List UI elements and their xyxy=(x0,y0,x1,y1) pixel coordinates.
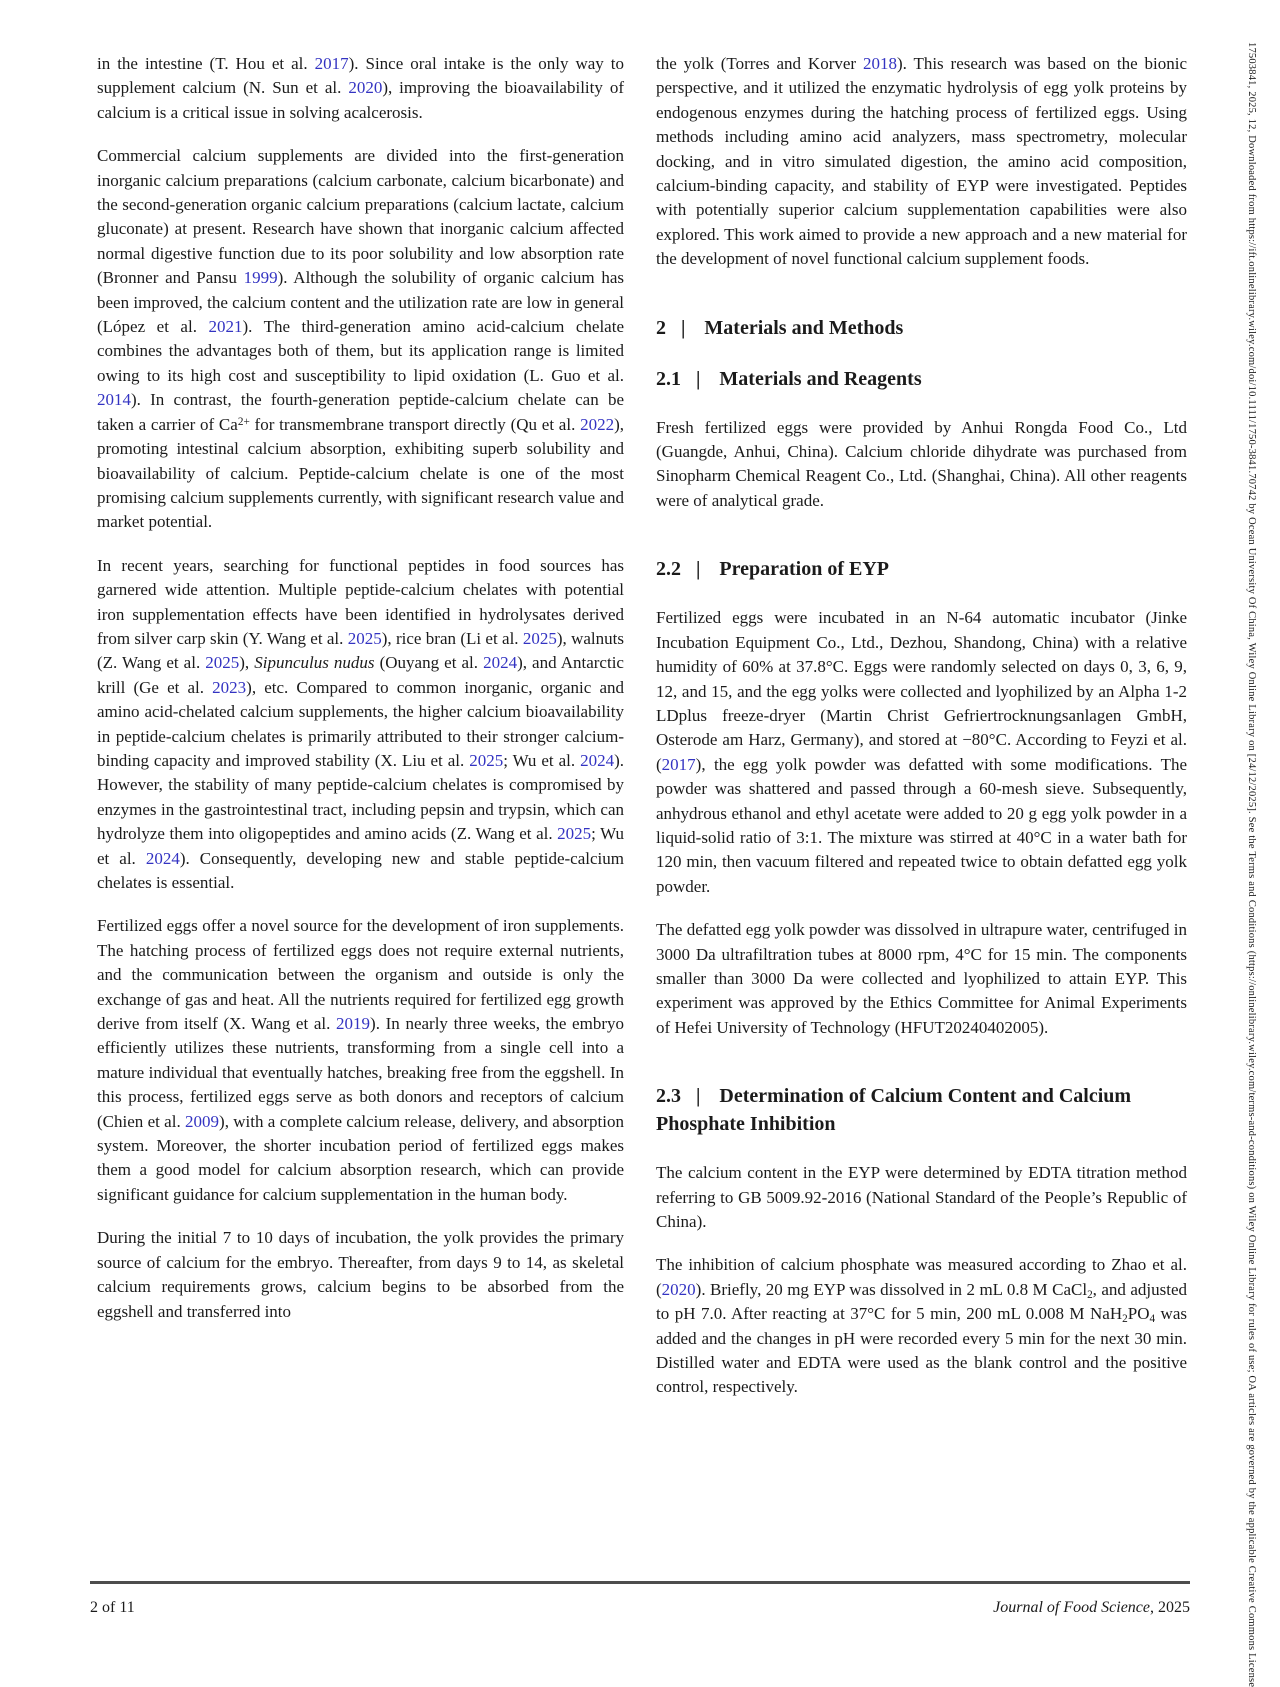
citation-link[interactable]: 2017 xyxy=(661,754,696,774)
text-run: PO xyxy=(1127,1304,1150,1324)
text-run: ), and Antarctic krill (Ge et al. xyxy=(97,653,624,697)
paragraph xyxy=(97,52,624,125)
page-number: 2 of 11 xyxy=(90,1599,135,1616)
text-run: ; Wu et al. xyxy=(503,750,581,770)
citation-link[interactable]: 2020 xyxy=(348,78,383,98)
text-run: ). Briefly, 20 mg EYP was dissolved in 2 mL 0.8 M CaCl xyxy=(695,1279,1088,1299)
paragraph xyxy=(656,1161,1187,1234)
subscript-text: 2 xyxy=(1122,1313,1128,1326)
superscript-text: 2+ xyxy=(237,415,250,428)
section-title: Preparation of EYP xyxy=(719,558,890,581)
text-run: The inhibition of calcium phosphate was measured according to Zhao et al. ( xyxy=(656,1255,1187,1299)
journal-year: , 2025 xyxy=(1150,1599,1190,1616)
citation-link[interactable]: 2020 xyxy=(661,1279,696,1299)
paragraph xyxy=(97,914,624,1207)
text-run: ), etc. Compared to common inorganic, organic and amino acid-chelated calcium supplements, the higher calcium bioavailability in peptide-calcium chelates is primarily attributed to their stronger calcium-binding capacity and improved stability (X. Liu et al. xyxy=(97,677,625,770)
section-heading xyxy=(656,314,1187,342)
section-number: 2 xyxy=(656,316,666,339)
text-run: , and adjusted to pH 7.0. After reacting at 37°C for 5 min, 200 mL 0.008 M NaH xyxy=(656,1279,1188,1324)
heading-divider: | xyxy=(696,1085,701,1108)
text-run: ). Since oral intake is the only way to supplement calcium (N. Sun et al. xyxy=(97,54,624,98)
provenance-sidebar-text: 17503841, 2025, 12, Downloaded from https://ift.onlinelibrary.wiley.com/doi/10.1111/1750-3841.70742 by Ocean University Of China, Wiley Online Library on [24/12/2025]. See the Terms and Conditions (https://onlinelibrary.wiley.com/terms-and-conditions) on Wiley Online Library for rules of use; OA articles are governed by the applicable Creative Commons License xyxy=(1246,42,1257,1687)
text-run: (Ouyang et al. xyxy=(374,653,484,673)
text-run: for transmembrane transport directly (Qu et al. xyxy=(249,414,581,434)
left-column xyxy=(97,52,624,1343)
text-run: the yolk (Torres and Korver xyxy=(656,54,863,73)
section-heading xyxy=(656,365,1187,393)
text-run: in the intestine (T. Hou et al. xyxy=(97,54,315,73)
text-run: ), walnuts (Z. Wang et al. xyxy=(97,628,624,673)
text-run: Commercial calcium supplements are divided into the first-generation inorganic calcium preparations (calcium carbonate, calcium bicarbonate) and the second-generation organic calcium preparations (calcium lactate, calcium gluconate) at present. Research have shown that inorganic calcium affected normal digestive function due to its poor solubility and low absorption rate (Bronner and Pansu xyxy=(97,146,624,288)
section-title: Materials and Reagents xyxy=(719,367,922,390)
citation-link[interactable]: 2018 xyxy=(862,54,897,73)
heading-divider: | xyxy=(696,367,701,390)
section-title: Materials and Methods xyxy=(704,316,904,339)
paragraph xyxy=(656,1253,1187,1399)
paragraph xyxy=(656,52,1187,272)
journal-name xyxy=(993,1597,1190,1619)
citation-link[interactable]: 2009 xyxy=(185,1111,220,1131)
text-run: ). Although the solubility of organic calcium has been improved, the calcium content and the utilization rate are low in general (López et al. xyxy=(97,268,624,337)
paragraph xyxy=(656,416,1187,514)
italic-text: Sipunculus nudus xyxy=(254,653,375,673)
paragraph xyxy=(97,554,624,896)
text-run: ), xyxy=(239,653,255,673)
right-column xyxy=(656,52,1187,1419)
section-heading xyxy=(656,555,1187,583)
journal-title-italic: Journal of Food Science xyxy=(993,1599,1150,1616)
citation-link[interactable]: 2024 xyxy=(145,848,180,868)
text-run: ). Consequently, developing new and stable peptide-calcium chelates is essential. xyxy=(97,848,624,892)
text-run: During the initial 7 to 10 days of incubation, the yolk provides the primary source of calcium for the embryo. Thereafter, from days 9 to 14, as skeletal calcium requirements grows, calcium begins to be absorbed from the eggshell and transferred into xyxy=(97,1228,624,1321)
subscript-text: 2 xyxy=(1087,1288,1093,1301)
citation-link[interactable]: 2014 xyxy=(97,390,131,410)
citation-link[interactable]: 2017 xyxy=(314,54,349,73)
text-run: Fertilized eggs offer a novel source for the development of iron supplements. The hatching process of fertilized eggs does not require external nutrients, and the communication between the organism and outside is only the exchange of gas and heat. All the nutrients required for fertilized egg growth derive from itself (X. Wang et al. xyxy=(97,916,624,1034)
heading-divider: | xyxy=(696,558,701,581)
text-run: ). However, the stability of many peptide-calcium chelates is compromised by enzymes in the gastrointestinal tract, including pepsin and trypsin, which can hydrolyze them into oligopeptides and amino acids (Z. Wang et al. xyxy=(97,750,624,844)
heading-divider: | xyxy=(681,316,686,339)
text-run: ). In nearly three weeks, the embryo efficiently utilizes these nutrients, transforming from a single cell into a mature individual that eventually hatches, breaking free from the eggshell. In this process, fertilized eggs serve as both donors and receptors of calcium (Chien et al. xyxy=(97,1014,624,1131)
citation-link[interactable]: 2021 xyxy=(208,317,243,337)
text-run: ), rice bran (Li et al. xyxy=(381,628,523,648)
section-number: 2.3 xyxy=(656,1085,681,1108)
citation-link[interactable]: 2023 xyxy=(212,677,247,697)
page-footer xyxy=(90,1597,1190,1619)
paragraph xyxy=(656,918,1187,1040)
citation-link[interactable]: 2025 xyxy=(347,628,382,648)
paragraph xyxy=(97,1226,624,1324)
section-number: 2.1 xyxy=(656,367,681,390)
text-run: ). In contrast, the fourth-generation peptide-calcium chelate can be taken a carrier of Ca xyxy=(97,390,624,434)
text-run: ), the egg yolk powder was defatted with some modifications. The powder was shattered and passed through a 60-mesh sieve. Subsequently, anhydrous ethanol and ethyl acetate were added to 20 g egg yolk powder in a liquid-solid ratio of 3:1. The mixture was stirred at 40°C in a water bath for 120 min, then vacuum filtered and repeated twice to obtain defatted egg yolk powder. xyxy=(656,754,1187,896)
paragraph xyxy=(656,606,1187,899)
section-title: Determination of Calcium Content and Calcium Phosphate Inhibition xyxy=(656,1085,1132,1136)
text-run: ; Wu et al. xyxy=(97,824,625,868)
citation-link[interactable]: 2024 xyxy=(580,750,615,770)
section-heading xyxy=(656,1082,1187,1138)
citation-link[interactable]: 2025 xyxy=(469,750,504,770)
text-run: Fresh fertilized eggs were provided by Anhui Rongda Food Co., Ltd (Guangde, Anhui, China). Calcium chloride dihydrate was purchased from Sinopharm Chemical Reagent Co., Ltd. (Shanghai, China). All other reagents were of analytical grade. xyxy=(656,417,1187,510)
text-run: ), promoting intestinal calcium absorption, exhibiting superb solubility and bioavailability of calcium. Peptide-calcium chelate is one of the most promising calcium supplements currently, with significant research value and market potential. xyxy=(97,414,625,532)
citation-link[interactable]: 2019 xyxy=(336,1014,371,1034)
citation-link[interactable]: 2024 xyxy=(483,653,518,673)
text-run: ), improving the bioavailability of calcium is a critical issue in solving acalcerosis. xyxy=(97,78,624,122)
subscript-text: 4 xyxy=(1149,1313,1156,1326)
citation-link[interactable]: 2025 xyxy=(557,824,592,844)
footer-rule xyxy=(90,1581,1190,1584)
text-run: Fertilized eggs were incubated in an N-64 automatic incubator (Jinke Incubation Equipment Co., Ltd., Dezhou, Shandong, China) with a relative humidity of 60% at 37.8°C. Eggs were randomly selected on days 0, 3, 6, 9, 12, and 15, and the egg yolks were collected and lyophilized by an Alpha 1-2 LDplus freeze-dryer (Martin Christ Gefriertrocknungsanlagen GmbH, Osterode am Harz, Germany), and stored at −80°C. According to Feyzi et al. ( xyxy=(656,608,1187,774)
citation-link[interactable]: 2025 xyxy=(205,653,240,673)
text-run: The defatted egg yolk powder was dissolved in ultrapure water, centrifuged in 3000 Da ultrafiltration tubes at 8000 rpm, 4°C for 15 min. The components smaller than 3000 Da were collected and lyophilized to attain EYP. This experiment was approved by the Ethics Committee for Animal Experiments of Hefei University of Technology (HFUT20240402005). xyxy=(656,920,1187,1037)
text-run: was added and the changes in pH were recorded every 5 min for the next 30 min. Distilled water and EDTA were used as the blank control and the positive control, respectively. xyxy=(656,1304,1187,1397)
text-run: The calcium content in the EYP were determined by EDTA titration method referring to GB 5009.92-2016 (National Standard of the People’s Republic of China). xyxy=(656,1163,1187,1231)
text-run: In recent years, searching for functional peptides in food sources has garnered wide attention. Multiple peptide-calcium chelates with potential iron supplementation effects have been identified in hydrolysates derived from silver carp skin (Y. Wang et al. xyxy=(97,555,624,648)
paragraph xyxy=(97,144,624,535)
text-run: ), with a complete calcium release, delivery, and absorption system. Moreover, the shorter incubation period of fertilized eggs makes them a good model for calcium absorption research, which can provide significant guidance for calcium supplementation in the human body. xyxy=(97,1111,624,1204)
section-number: 2.2 xyxy=(656,558,681,581)
text-run: ). The third-generation amino acid-calcium chelate combines the advantages both of them, but its application range is limited owing to its high cost and susceptibility to lipid oxidation (L. Guo et al. xyxy=(97,317,624,385)
citation-link[interactable]: 2022 xyxy=(580,414,615,434)
citation-link[interactable]: 2025 xyxy=(522,628,557,648)
citation-link[interactable]: 1999 xyxy=(243,268,278,288)
text-run: ). This research was based on the bionic perspective, and it utilized the enzymatic hydrolysis of egg yolk proteins by endogenous enzymes during the hatching process of fertilized eggs. Using methods including amino acid analyzers, mass spectrometry, molecular docking, and in vitro simulated digestion, the amino acid composition, calcium-binding capacity, and stability of EYP were investigated. Peptides with potentially superior calcium supplementation capabilities were also explored. This work aimed to provide a new approach and a new material for the development of novel functional calcium supplement foods. xyxy=(656,54,1187,269)
